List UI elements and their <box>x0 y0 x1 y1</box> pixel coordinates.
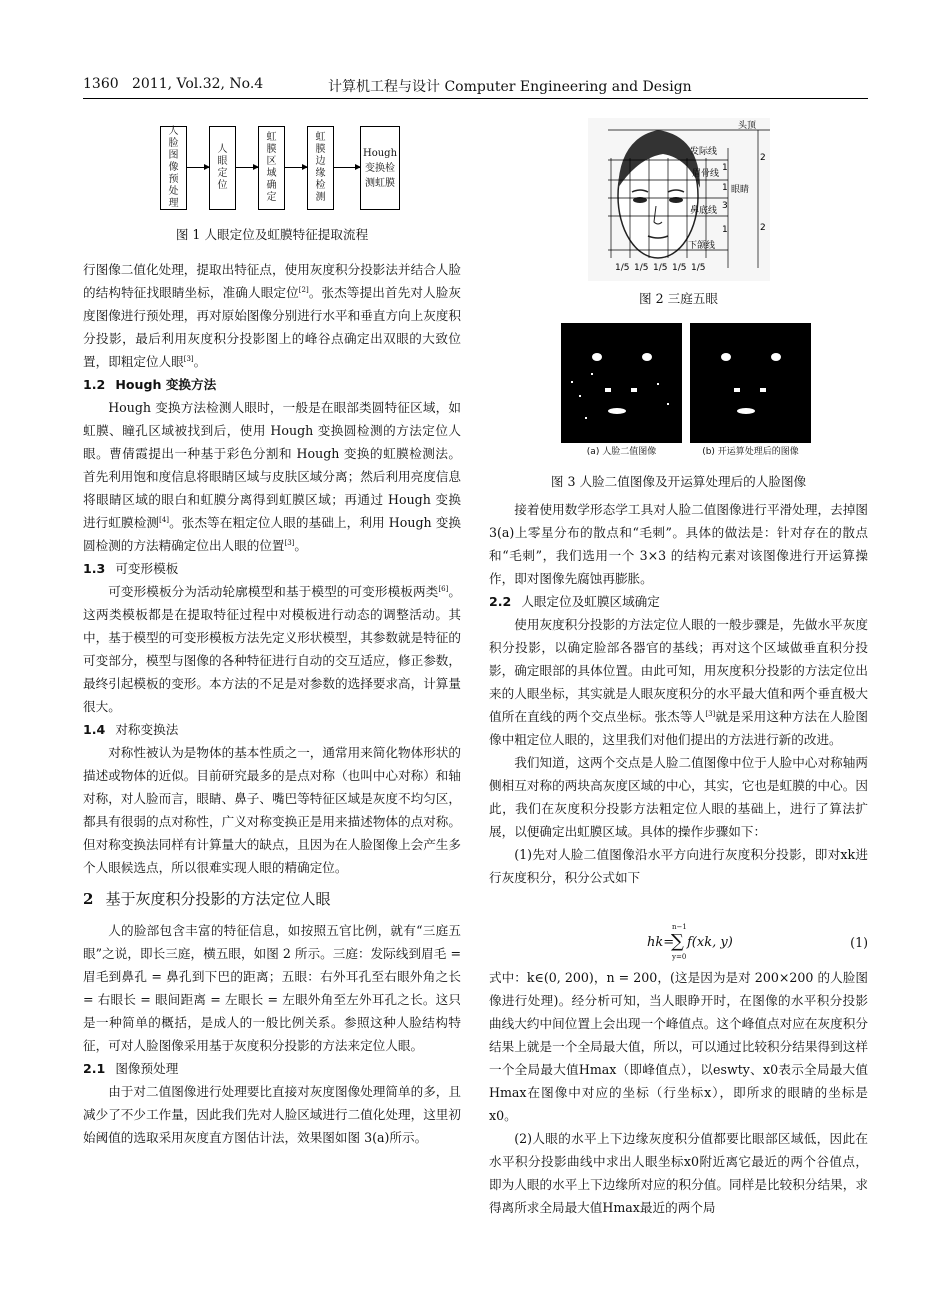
binary-face-image <box>561 323 682 443</box>
svg-text:1: 1 <box>722 163 728 173</box>
paragraph: 由于对二值图像进行处理要比直接对灰度图像处理简单的多，且减少了不少工作量，因此我们先对人脸区域进行二值化处理，这里初始阈值的选取采用灰度直方图估计法，效果图如图 3(a)所示。 <box>83 1084 461 1145</box>
flow-arrow <box>334 167 360 168</box>
paragraph: (1)先对人脸二值图像沿水平方向进行灰度积分投影，即对xk进行灰度积分，积分公式如下 <box>489 847 868 885</box>
flow-box-hough: Hough变换检测虹膜 <box>360 126 400 210</box>
paragraph: 接着使用数学形态学工具对人脸二值图像进行平滑处理，去掉图 3(a)上零星分布的散点和“毛刺”。具体的做法是：针对存在的散点和“毛刺”，我们选用一个 3×3 的结构元素对该图像进行开运算操作，即对图像先腐蚀再膨胀。 <box>489 502 868 586</box>
figure-1-caption: 图 1 人眼定位及虹膜特征提取流程 <box>175 227 369 242</box>
subcaption-a: (a) 人脸二值图像 <box>586 447 657 457</box>
section-heading-2-2: 2.2 人眼定位及虹膜区域确定 <box>489 594 660 609</box>
flow-box-eye-locate: 人眼定位 <box>209 126 236 210</box>
journal-issue: 1360 2011, Vol.32, No.4 <box>83 76 264 92</box>
svg-text:1/5: 1/5 <box>691 263 706 273</box>
flow-arrow <box>285 167 307 168</box>
paragraph: 式中：k∈(0, 200)，n = 200，(这是因为是对 200×200 的人脸图像进行处理)。经分析可知，当人眼睁开时，在图像的水平积分投影曲线大约中间位置上会出现一个峰值点。这个峰值点对应在灰度积分结果上就是一个全局最大值，所以，可以通过比较积分结果得到这样一个全局最大值Hmax（即峰值点），以eswty、x0表示全局最大值Hmax在图像中对应的坐标（行坐标x），即所求的眼睛的坐标是x0。 <box>489 970 868 1123</box>
flow-box-iris-edge: 虹膜边缘检测 <box>307 126 334 210</box>
svg-text:1: 1 <box>722 183 728 193</box>
section-heading-1-2: 1.2 Hough 变换方法 <box>83 377 217 392</box>
label-head-top: 头顶 <box>738 121 757 131</box>
journal-title: 计算机工程与设计 Computer Engineering and Design <box>328 79 692 95</box>
figure-3-binary-images <box>561 323 811 457</box>
svg-text:1/5: 1/5 <box>615 263 630 273</box>
svg-text:1/5: 1/5 <box>634 263 649 273</box>
paragraph: (2)人眼的水平上下边缘灰度积分值都要比眼部区域低，因此在水平积分投影曲线中求出人眼坐标x0附近离它最近的两个谷值点，即为人眼的水平上下边缘所对应的积分值。同样是比较积分结果，求得离所求全局最大值Hmax最近的两个局 <box>489 1131 868 1215</box>
svg-text:1/5: 1/5 <box>672 263 687 273</box>
paragraph: 行图像二值化处理，提取出特征点，使用灰度积分投影法并结合人脸的结构特征找眼睛坐标，准确人眼定位[2]。张杰等提出首先对人脸灰度图像进行预处理，再对原始图像分别进行水平和垂直方向上灰度积分投影，最后利用灰度积分投影图上的峰谷点确定出双眼的大致位置，即粗定位人眼[3]。 <box>83 262 462 369</box>
label-eye: 眼睛 <box>731 185 750 195</box>
equation-1: hk= n−1 ∑ y=0 f(xk, y) (1) <box>647 923 868 961</box>
paragraph: 使用灰度积分投影的方法定位人眼的一般步骤是，先做水平灰度积分投影，以确定脸部各器官的基线；再对这个区域做垂直积分投影，确定眼部的具体位置。由此可知，用灰度积分投影的方法定位出来的人眼坐标，其实就是人眼灰度积分的水平最大值和两个垂直极大值所在直线的两个交点坐标。张杰等人[3]就是采用这种方法在人脸图像中粗定位人眼的，这里我们对他们提出的方法进行新的改进。 <box>489 617 869 747</box>
label-hairline: 发际线 <box>690 147 718 157</box>
label-brow: 眉骨线 <box>692 169 720 179</box>
opened-face-image <box>690 323 811 443</box>
figure-2-face-proportions <box>588 118 770 281</box>
left-column <box>83 258 461 1149</box>
right-column <box>489 498 868 889</box>
section-heading-1-4: 1.4 对称变换法 <box>83 722 179 737</box>
flow-box-preprocess: 人脸图像预处理 <box>160 126 187 210</box>
label-jaw: 下颌线 <box>688 241 716 251</box>
running-header <box>83 76 868 98</box>
flow-arrow <box>236 167 258 168</box>
figure-1-flowchart <box>160 126 400 210</box>
section-heading-1-3: 1.3 可变形模板 <box>83 561 179 576</box>
section-heading-2-1: 2.1 图像预处理 <box>83 1061 179 1076</box>
svg-text:1/5: 1/5 <box>653 263 668 273</box>
flow-box-iris-region: 虹膜区域确定 <box>258 126 285 210</box>
flow-arrow <box>187 167 209 168</box>
subcaption-b: (b) 开运算处理后的图像 <box>702 447 799 457</box>
svg-text:3: 3 <box>722 201 728 211</box>
paragraph: 可变形模板分为活动轮廓模型和基于模型的可变形模板两类[6]。这两类模板都是在提取特征过程中对模板进行动态的调整活动。其中，基于模型的可变形模板方法先定义形状模型，其参数就是特征的可变部分，模型与图像的各种特征进行自动的交互适应，修正参数，最终引起模板的变形。本方法的不足是对参数的选择要求高，计算量很大。 <box>83 584 462 714</box>
svg-text:2: 2 <box>760 153 766 163</box>
figure-2-caption: 图 2 三庭五眼 <box>639 291 718 306</box>
paragraph: Hough 变换方法检测人眼时，一般是在眼部类圆特征区域，如虹膜、瞳孔区域被找到后，使用 Hough 变换圆检测的方法定位人眼。曹倩霞提出一种基于彩色分割和 Hough 变换的虹膜检测法。首先利用饱和度信息将眼睛区域与皮肤区域分离；然后利用亮度信息将眼睛区域的眼白和虹膜分离得到虹膜区域；再通过 Hough 变换进行虹膜检测[4]。张杰等在粗定位人眼的基础上，利用 Hough 变换圆检测的方法精确定位出人眼的位置[3]。 <box>83 400 461 553</box>
label-nose-base: 鼻底线 <box>690 206 718 216</box>
section-heading-2: 2 基于灰度积分投影的方法定位人眼 <box>83 890 331 908</box>
right-column-cont <box>489 966 868 1219</box>
svg-text:1: 1 <box>722 225 728 235</box>
paragraph: 我们知道，这两个交点是人脸二值图像中位于人脸中心对称轴两侧相互对称的两块高灰度区域的中心，其实，它也是虹膜的中心。因此，我们在灰度积分投影方法粗定位人眼的基础上，进行了算法扩展，以便确定出虹膜区域。具体的操作步骤如下： <box>489 755 868 839</box>
paragraph: 对称性被认为是物体的基本性质之一，通常用来简化物体形状的描述或物体的近似。目前研究最多的是点对称（也叫中心对称）和轴对称，对人脸而言，眼睛、鼻子、嘴巴等特征区域是灰度不均匀区，都具有很弱的点对称性，广义对称变换正是用来描述物体的点对称。但对称变换法同样有计算量大的缺点，且因为在人脸图像上会产生多个人眼候选点，所以很难实现人眼的精确定位。 <box>83 745 461 875</box>
svg-text:2: 2 <box>760 223 766 233</box>
figure-3-caption: 图 3 人脸二值图像及开运算处理后的人脸图像 <box>550 474 807 489</box>
paragraph: 人的脸部包含丰富的特征信息，如按照五官比例，就有“三庭五眼”之说，即长三庭，横五眼，如图 2 所示。三庭：发际线到眉毛 = 眉毛到鼻孔 = 鼻孔到下巴的距离；五眼：右外耳孔至右眼外角之长 = 右眼长 = 眼间距离 = 左眼长 = 左眼外角至左外耳孔之长。这只是一种简单的概括，是成人的一般比例关系。参照这种人脸结构特征，可对人脸图像采用基于灰度积分投影的方法来定位人眼。 <box>83 923 461 1053</box>
header-rule <box>83 98 868 99</box>
